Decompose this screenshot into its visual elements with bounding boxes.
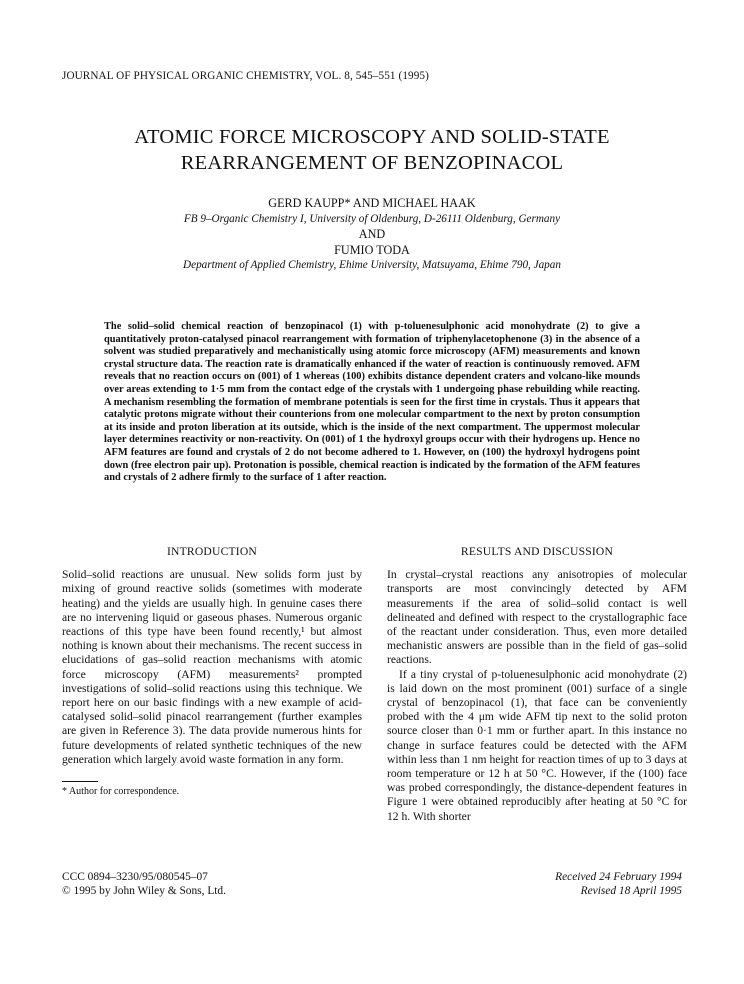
affiliation-ehime: Department of Applied Chemistry, Ehime University, Matsuyama, Ehime 790, Japan <box>183 259 561 271</box>
introduction-paragraph: Solid–solid reactions are unusual. New solids form just by mixing of ground reactive solids (sometimes with moderate heating) and the yields are usually high. In genuine cases there are no intervening liquid or gaseous phases. Numerous organic reactions of this type have been found recently,¹ but almost nothing is known about their mechanisms. The recent success in elucidations of gas–solid reaction mechanisms with atomic force microscopy (AFM) measurements² prompted investigations of solid–solid reactions using this technique. We report here on our basic findings with a new example of acid-catalysed solid–solid pinacol rearrangement (further examples are given in Reference 3). The data provide numerous hints for future developments of related synthetic techniques of the new generation which largely avoid waste formation in any form. <box>62 568 362 766</box>
dates-block <box>470 870 682 898</box>
revised-date: Revised 18 April 1995 <box>580 885 682 897</box>
copyright-block <box>62 870 226 898</box>
title-line-2: REARRANGEMENT OF BENZOPINACOL <box>180 152 564 174</box>
article-title <box>62 124 682 176</box>
results-paragraph-2: If a tiny crystal of p-toluenesulphonic acid monohydrate (2) is laid down on the most prominent (001) surface of a single crystal of benzopinacol (1), that face can be conveniently probed with the 4 μm wide AFM tip next to the solid proton source closer than 0·1 mm or further apart. In this instance no change in surface features could be detected with the AFM within less than 1 nm height for reaction times of up to 3 days at room temperature or 12 h at 50 °C. However, if the (100) face was probed correspondingly, the distance-dependent features in Figure 1 were obtained reproducibly after heating at 50 °C for 12 h. With shorter <box>387 667 687 823</box>
affiliation-oldenburg: FB 9–Organic Chemistry I, University of Oldenburg, D-26111 Oldenburg, Germany <box>183 212 561 225</box>
results-heading: RESULTS AND DISCUSSION <box>460 545 614 558</box>
left-column <box>62 545 362 798</box>
ccc-code: CCC 0894–3230/95/080545–07 <box>62 871 208 883</box>
title-line-1: ATOMIC FORCE MICROSCOPY AND SOLID-STATE <box>134 126 610 148</box>
right-column <box>387 545 687 824</box>
authors-secondary: FUMIO TODA <box>334 242 410 257</box>
received-date: Received 24 February 1994 <box>555 871 682 883</box>
introduction-heading: INTRODUCTION <box>167 545 257 558</box>
author-block <box>62 196 682 274</box>
abstract: The solid–solid chemical reaction of benzopinacol (1) with p-toluenesulphonic acid monohydrate (2) to give a quantitatively proton-catalysed pinacol rearrangement with formation of triphenylacetophenone (3) in the absence of a solvent was studied preparatively and mechanistically using atomic force microscopy (AFM) measurements and known crystal structure data. The reaction rate is dramatically enhanced if the water of reaction is continuously removed. AFM reveals that no reaction occurs on (001) of 1 whereas (100) exhibits distance dependent craters and volcano-like mounds over areas extending to 1·5 mm from the contact edge of the crystals with 1 undergoing phase rebuilding while reacting. A mechanism resembling the formation of membrane potentials is seen for the first time in crystals. Thus it appears that catalytic protons migrate without their counterions from one molecular compartment to the next by proton consumption at its inside and proton liberation at its outside, which is the inside of the next compartment. The uppermost molecular layer determines reactivity or non-reactivity. On (001) of 1 the hydroxyl groups occur with their hydrogens up. Hence no AFM features are found and crystals of 2 do not become adhered to 1. However, on (100) the hydroxyl hydrogens point down (free electron pair up). Protonation is possible, chemical reaction is indicated by the formation of the AFM features and crystals of 2 adhere firmly to the surface of 1 after reaction. <box>104 321 640 484</box>
authors-primary: GERD KAUPP* AND MICHAEL HAAK <box>268 196 476 210</box>
footnote-rule <box>62 781 98 782</box>
and-separator: AND <box>358 227 386 241</box>
copyright-line: © 1995 by John Wiley & Sons, Ltd. <box>62 885 226 897</box>
results-paragraph-1: In crystal–crystal reactions any anisotropies of molecular transports are most convincingly detected by AFM measurements if the area of solid–solid contact is well delineated and defined with respect to the crystallographic face of the reactant under consideration. Thus, even more detailed mechanistic answers are possible than in the field of gas–solid reactions. <box>387 568 687 667</box>
journal-header: JOURNAL OF PHYSICAL ORGANIC CHEMISTRY, VOL. 8, 545–551 (1995) <box>62 70 429 82</box>
footnote: * Author for correspondence. <box>62 786 180 798</box>
